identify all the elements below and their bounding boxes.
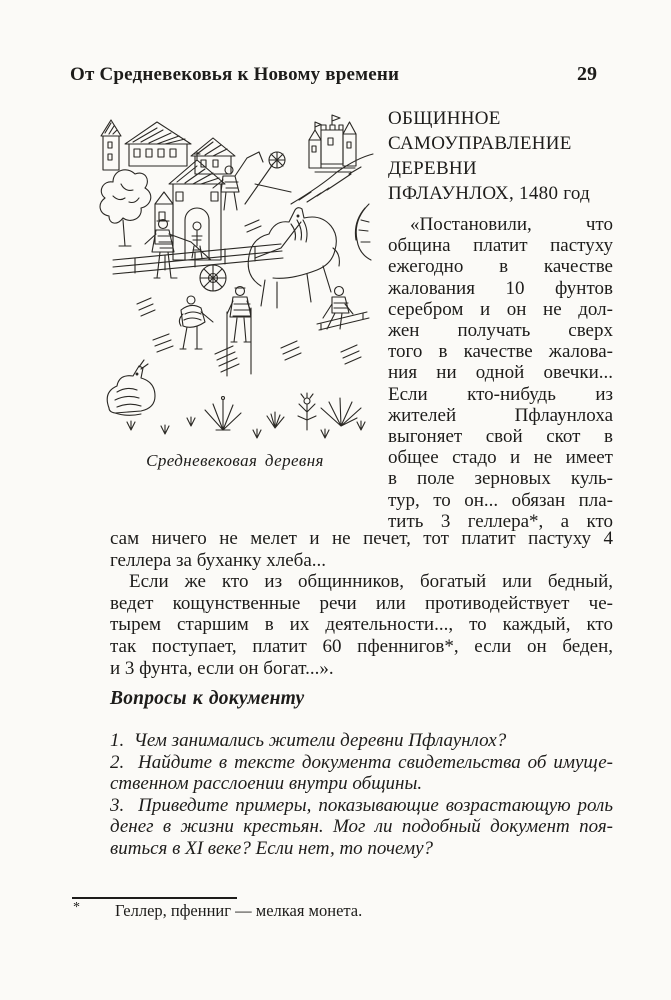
text-line: ПФЛАУНЛОХ, 1480 год [388, 183, 591, 204]
text-line: общее стадо и не имеет [388, 447, 613, 469]
text-line: ежегодно в качестве [388, 256, 613, 278]
text-line: так поступает, платит 60 пфеннигов*, если он беден, [110, 635, 613, 657]
illustration-caption: Средневековая деревня [146, 451, 324, 470]
text-line: тур, то он... обязан пла- [388, 489, 613, 511]
text-line: виться в XI веке? Если нет, то почему? [110, 837, 434, 859]
document-text-column [388, 214, 613, 532]
page-number: 29 [577, 63, 597, 85]
text-line: выгоняет свой скот в [388, 426, 613, 448]
text-line: в поле зерновых куль- [388, 468, 613, 490]
questions-list [110, 730, 613, 860]
footnote-marker: * [73, 900, 80, 915]
text-line: геллера за буханку хлеба... [110, 549, 327, 571]
text-line: САМОУПРАВЛЕНИЕ [388, 133, 572, 154]
text-line: сам ничего не мелет и не печет, тот платит пастуху 4 [110, 528, 613, 549]
text-line: ственном расслоении внутри общины. [110, 773, 423, 795]
text-line: Если кто-нибудь из [388, 383, 613, 405]
text-line: жен получать сверх [388, 320, 613, 342]
text-line: того в качестве жалова- [388, 341, 613, 363]
text-line: тить 3 геллера*, а кто [388, 510, 613, 532]
text-line: ДЕРЕВНИ [388, 158, 477, 179]
text-line: жителей Пфлаунлоха [388, 404, 613, 426]
text-line: ОБЩИННОЕ [388, 108, 501, 129]
text-line: серебром и он не дол- [388, 298, 613, 320]
footnote-rule [72, 897, 237, 899]
woodcut-medieval-village-illustration [95, 108, 375, 440]
text-line: ния ни одной овечки... [388, 362, 613, 384]
woodcut-image [95, 108, 375, 440]
document-title [388, 106, 613, 206]
text-line: тырем старшим в их деятельности..., то каждый, кто [110, 614, 613, 636]
text-line: денег в жизни крестьян. Мог ли подобный документ поя- [110, 816, 613, 838]
text-line: 2. Найдите в тексте документа свидетельства об имуще- [110, 751, 613, 773]
running-header: От Средневековья к Новому времени [70, 64, 400, 85]
text-line: 1. Чем занимались жители деревни Пфлаунлох? [110, 730, 507, 751]
text-line: Если же кто из общинников, богатый или бедный, [129, 571, 613, 593]
text-line: 3. Приведите примеры, показывающие возрастающую роль [110, 794, 613, 816]
questions-heading: Вопросы к документу [110, 688, 305, 709]
text-line: и 3 фунта, если он богат...». [110, 657, 334, 679]
text-line: «Постановили, что [410, 214, 613, 235]
text-line: община платит пастуху [388, 235, 613, 257]
text-line: ведет кощунственные речи или противодействует че- [110, 592, 613, 614]
document-right-column [388, 106, 613, 532]
footnote-text: Геллер, пфенниг — мелкая монета. [115, 901, 363, 920]
document-text-full [110, 528, 613, 679]
text-line: жалования 10 фунтов [388, 277, 613, 299]
